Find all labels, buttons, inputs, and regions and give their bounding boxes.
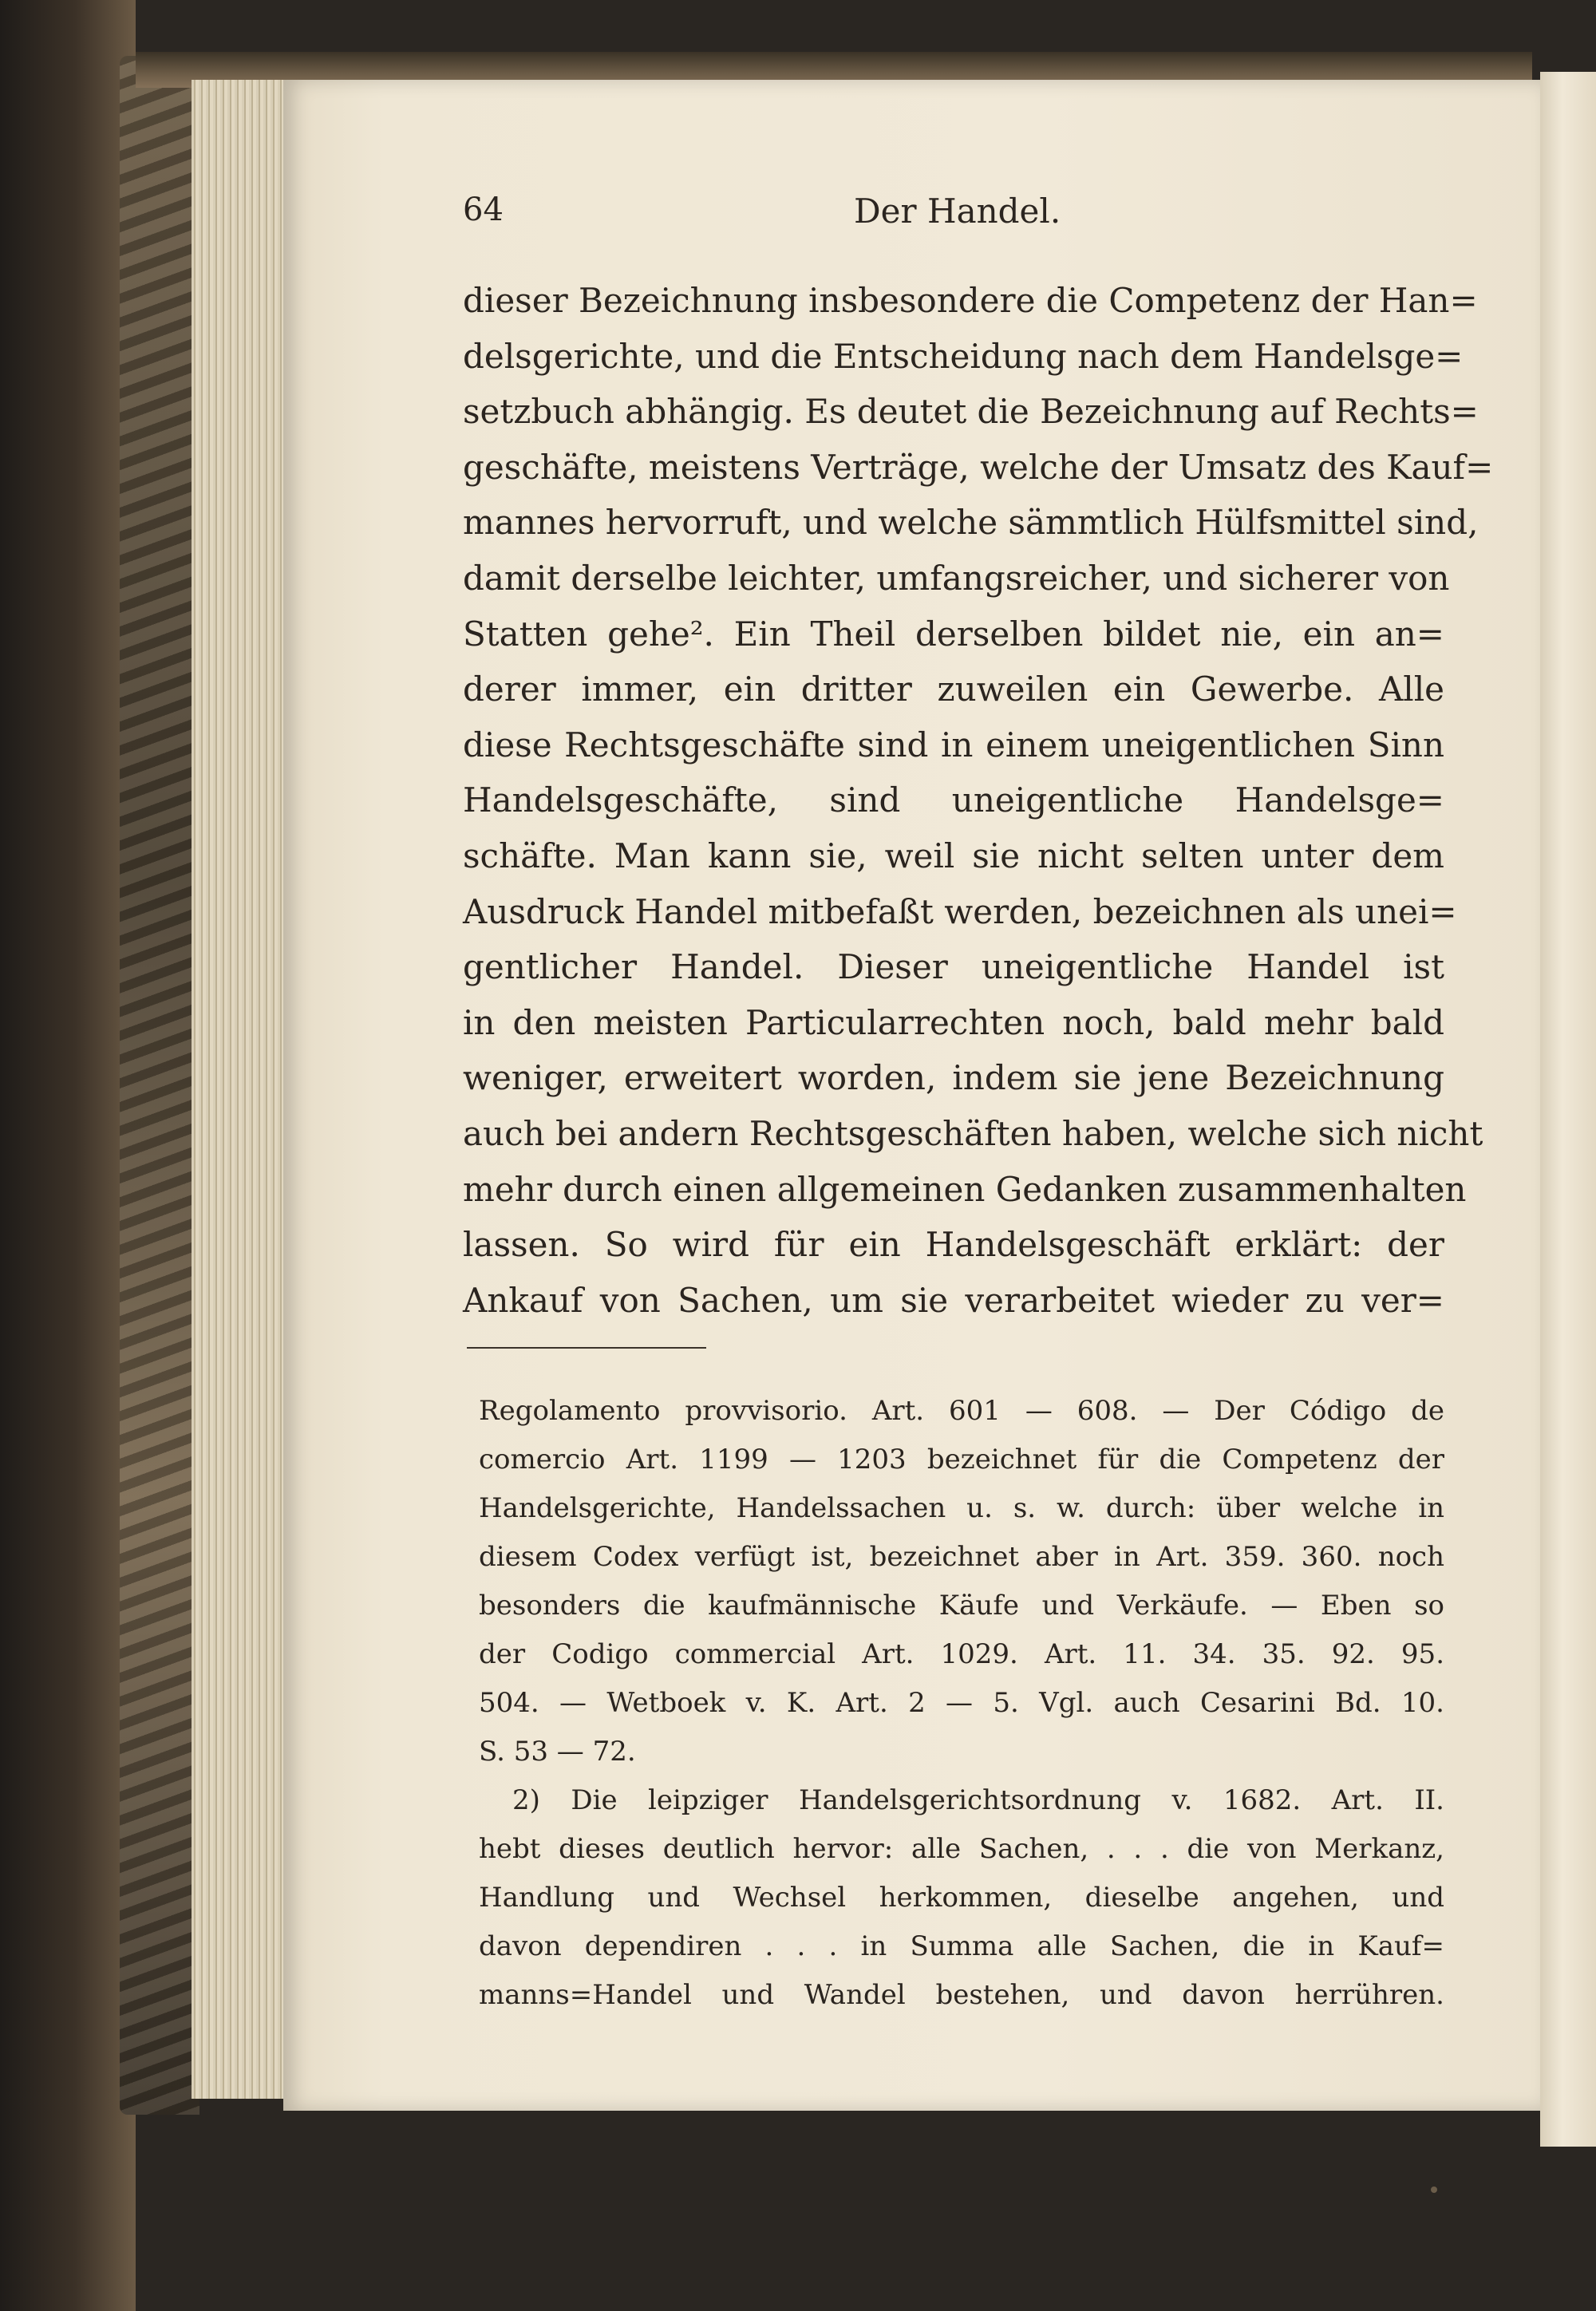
footnote-line: davon dependiren . . . in Summa alle Sachen, die in Kauf= <box>479 1930 1444 1962</box>
running-title: Der Handel. <box>854 192 1061 231</box>
paper-speck <box>1431 2187 1437 2193</box>
body-line: schäfte. Man kann sie, weil sie nicht selten unter dem <box>463 836 1444 875</box>
background-left <box>0 0 136 2311</box>
body-line: Handelsgeschäfte, sind uneigentliche Handelsge= <box>463 780 1444 820</box>
footnote-line: 2) Die leipziger Handelsgerichtsordnung v. 1682. Art. II. <box>512 1784 1444 1816</box>
footnote-line: hebt dieses deutlich hervor: alle Sachen, . . . die von Merkanz, <box>479 1833 1444 1865</box>
footnote-line: diesem Codex verfügt ist, bezeichnet aber in Art. 359. 360. noch <box>479 1541 1444 1573</box>
footnote-line: Handelsgerichte, Handelssachen u. s. w. durch: über welche in <box>479 1492 1444 1524</box>
body-line: diese Rechtsgeschäfte sind in einem uneigentlichen Sinn <box>463 725 1444 764</box>
page-header <box>463 192 1460 239</box>
body-line: lassen. So wird für ein Handelsgeschäft erklärt: der <box>463 1225 1444 1265</box>
body-line: gentlicher Handel. Dieser uneigentliche Handel ist <box>463 947 1444 987</box>
footnote-line: Regolamento provvisorio. Art. 601 — 608. — Der Código de <box>479 1395 1444 1427</box>
body-line: weniger, erweitert worden, indem sie jene Bezeichnung <box>463 1058 1444 1098</box>
footnote-line: manns=Handel und Wandel bestehen, und davon herrühren. <box>479 1979 1444 2011</box>
body-line: dieser Bezeichnung insbesondere die Competenz der Han= <box>463 281 1478 320</box>
footnote-rule <box>467 1347 706 1349</box>
footnote-line: comercio Art. 1199 — 1203 bezeichnet für die Competenz der <box>479 1444 1444 1475</box>
facing-page-edge <box>1540 72 1596 2147</box>
body-line: Ankauf von Sachen, um sie verarbeitet wieder zu ver= <box>463 1280 1444 1320</box>
footnote-line: S. 53 — 72. <box>479 1736 636 1768</box>
footnote-line: der Codigo commercial Art. 1029. Art. 11. 34. 35. 92. 95. <box>479 1638 1444 1670</box>
body-line: auch bei andern Rechtsgeschäften haben, welche sich nicht <box>463 1113 1483 1153</box>
body-line: damit derselbe leichter, umfangsreicher, und sicherer von <box>463 558 1450 598</box>
body-line: in den meisten Particularrechten noch, bald mehr bald <box>463 1002 1444 1042</box>
page-stack-edge <box>192 80 287 2099</box>
footnote-line: besonders die kaufmännische Käufe und Verkäufe. — Eben so <box>479 1590 1444 1622</box>
footnote-line: Handlung und Wechsel herkommen, dieselbe angehen, und <box>479 1882 1444 1914</box>
body-line: geschäfte, meistens Verträge, welche der Umsatz des Kauf= <box>463 447 1494 487</box>
footnote-line: 504. — Wetboek v. K. Art. 2 — 5. Vgl. auch Cesarini Bd. 10. <box>479 1687 1444 1719</box>
body-line: setzbuch abhängig. Es deutet die Bezeichnung auf Rechts= <box>463 392 1479 432</box>
body-line: derer immer, ein dritter zuweilen ein Gewerbe. Alle <box>463 670 1444 709</box>
body-line: mehr durch einen allgemeinen Gedanken zusammenhalten <box>463 1169 1467 1209</box>
page-number: 64 <box>463 192 504 228</box>
body-line: delsgerichte, und die Entscheidung nach dem Handelsge= <box>463 336 1464 376</box>
marbled-book-edge <box>120 56 200 2115</box>
body-line: Statten gehe². Ein Theil derselben bildet nie, ein an= <box>463 614 1444 654</box>
body-line: Ausdruck Handel mitbefaßt werden, bezeichnen als unei= <box>463 891 1457 931</box>
footnotes <box>479 1387 1444 2020</box>
body-text <box>463 273 1494 1328</box>
body-line: mannes hervorruft, und welche sämmtlich Hülfsmittel sind, <box>463 503 1479 543</box>
